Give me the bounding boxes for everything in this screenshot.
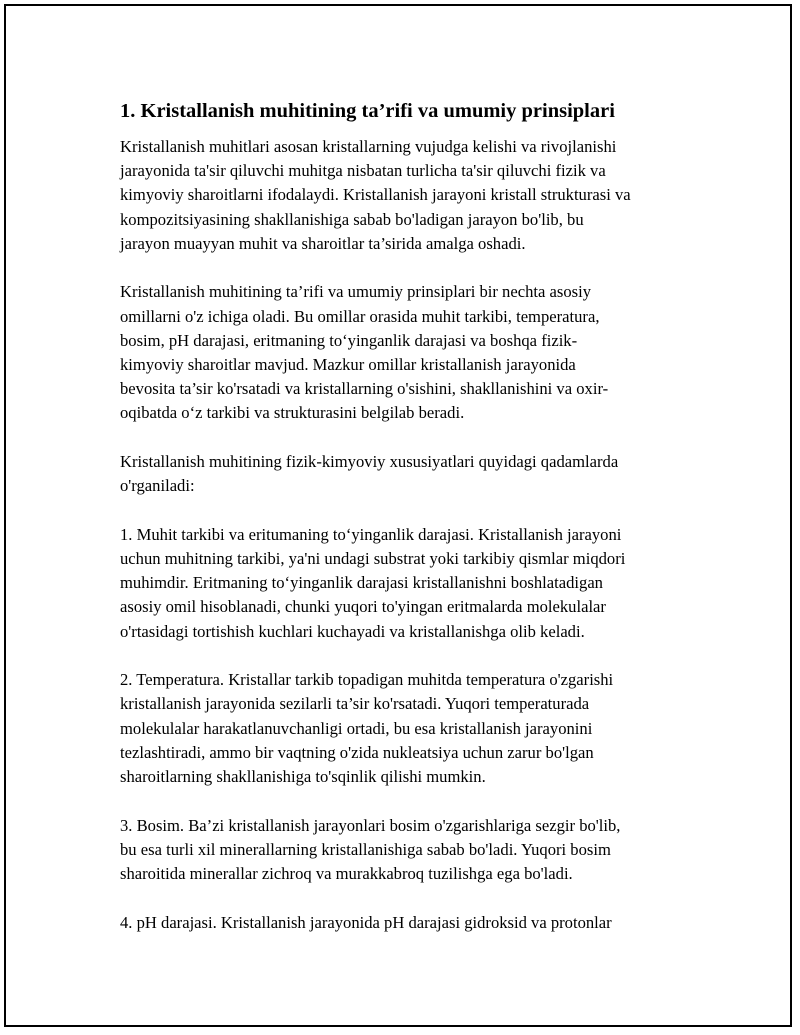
text-line: 1. Muhit tarkibi va eritumaning to‘yinganlik darajasi. Kristallanish jarayoni xyxy=(120,524,622,544)
text-line: jarayon muayyan muhit va sharoitlar ta’sirida amalga oshadi. xyxy=(120,233,526,253)
text-line: omillarni o'z ichiga oladi. Bu omillar orasida muhit tarkibi, temperatura, xyxy=(120,306,600,326)
text-line: kristallanish jarayonida sezilarli ta’sir ko'rsatadi. Yuqori temperaturada xyxy=(120,694,590,714)
text-line: tezlashtiradi, ammo bir vaqtning o'zida nukleatsiya uchun zarur bo'lgan xyxy=(120,742,594,762)
text-line: molekulalar harakatlanuvchanligi ortadi, bu esa kristallanish jarayonini xyxy=(120,718,593,738)
text-line: Kristallanish muhitining fizik-kimyoviy xususiyatlari quyidagi qadamlarda xyxy=(120,452,619,472)
paragraphs-container xyxy=(120,135,700,935)
text-line: bosim, pH darajasi, eritmaning to‘yinganlik darajasi va boshqa fizik- xyxy=(120,330,578,350)
document-content xyxy=(120,99,700,959)
paragraph xyxy=(120,911,700,935)
text-line: kimyoviy sharoitlarni ifodalaydi. Kristallanish jarayoni kristall strukturasi va xyxy=(120,185,631,205)
paragraph xyxy=(120,814,700,887)
text-line: Kristallanish muhitlari asosan kristallarning vujudga kelishi va rivojlanishi xyxy=(120,137,617,156)
text-line: 3. Bosim. Ba’zi kristallanish jarayonlari bosim o'zgarishlariga sezgir bo'lib, xyxy=(120,815,621,835)
text-line: 2. Temperatura. Kristallar tarkib topadigan muhitda temperatura o'zgarishi xyxy=(120,670,614,690)
text-line: kimyoviy sharoitlar mavjud. Mazkur omillar kristallanish jarayonida xyxy=(120,355,576,375)
text-line: 4. pH darajasi. Kristallanish jarayonida pH darajasi gidroksid va protonlar xyxy=(120,912,612,932)
paragraph xyxy=(120,523,700,644)
paragraph xyxy=(120,668,700,789)
text-line: bevosita ta’sir ko'rsatadi va kristallarning o'sishini, shakllanishini va oxir- xyxy=(120,379,609,399)
text-line: asosiy omil hisoblanadi, chunki yuqori to'yingan eritmalarda molekulalar xyxy=(120,597,606,617)
text-line: sharoitlarning shakllanishiga to'sqinlik qilishi mumkin. xyxy=(120,767,486,787)
paragraph xyxy=(120,280,700,425)
text-line: jarayonida ta'sir qiluvchi muhitga nisbatan turlicha ta'sir qiluvchi fizik va xyxy=(120,161,606,181)
page-frame xyxy=(4,4,792,1027)
text-line: oqibatda o‘z tarkibi va strukturasini belgilab beradi. xyxy=(120,403,465,423)
text-line: o'rganiladi: xyxy=(120,476,195,496)
text-line: sharoitida minerallar zichroq va murakkabroq tuzilishga ega bo'ladi. xyxy=(120,864,573,884)
paragraph xyxy=(120,450,700,498)
text-line: Kristallanish muhitining ta’rifi va umumiy prinsiplari bir nechta asosiy xyxy=(120,282,591,302)
text-line: muhimdir. Eritmaning to‘yinganlik darajasi kristallanishni boshlatadigan xyxy=(120,573,603,593)
text-line: bu esa turli xil minerallarning kristallanishiga sabab bo'ladi. Yuqori bosim xyxy=(120,839,611,859)
text-line: uchun muhitning tarkibi, ya'ni undagi substrat yoki tarkibiy qismlar miqdori xyxy=(120,549,626,569)
section-heading: 1. Kristallanish muhitining ta’rifi va umumiy prinsiplari xyxy=(120,100,615,122)
text-line: o'rtasidagi tortishish kuchlari kuchayadi va kristallanishga olib keladi. xyxy=(120,621,585,641)
text-line: kompozitsiyasining shakllanishiga sabab bo'ladigan jarayon bo'lib, bu xyxy=(120,209,584,229)
paragraph xyxy=(120,135,700,256)
